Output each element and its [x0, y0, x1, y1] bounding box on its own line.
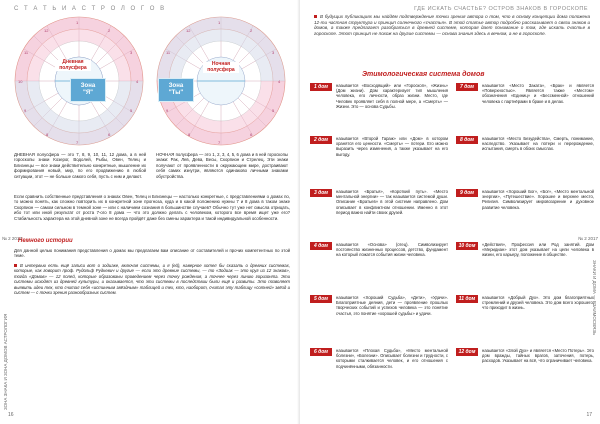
house-number-badge: 7 дом: [456, 83, 478, 91]
house-number-badge: 2 дом: [310, 136, 332, 144]
svg-text:1: 1: [218, 20, 221, 25]
day-hemisphere-label: Дневная полусфера: [55, 60, 91, 71]
house-row: [310, 136, 448, 187]
house-number-badge: 4 дом: [310, 242, 332, 250]
house-row: [456, 136, 594, 187]
house-description: «Действия», Профессия или Род занятий. Дом «Меридиан» этот дом указывает на цели человека в жизни, его карьеру, положение в обществе.: [482, 242, 594, 258]
svg-text:7: 7: [218, 140, 221, 145]
svg-text:11: 11: [166, 50, 171, 55]
svg-text:10: 10: [18, 79, 23, 84]
left-issue-mark: № 2 2017: [2, 236, 22, 241]
svg-text:5: 5: [130, 108, 133, 113]
svg-text:4: 4: [278, 79, 281, 84]
house-description: называется «Злой Дух» и является «Место Потерь». Это дом вражды, тайных врагов, заточения, потерь, расходов. Указывает на всё, что ограничивает человека.: [482, 348, 594, 364]
svg-text:1: 1: [76, 20, 79, 25]
svg-text:2: 2: [108, 28, 111, 33]
left-vertical-band: ЗОНА ЗНАКА И ЗОНА ДОМОВ АСТРОЛОГИЯ: [3, 313, 8, 410]
svg-text:12: 12: [186, 28, 191, 33]
night-hemisphere-label: Ночная полусфера: [203, 62, 239, 73]
history-paragraph: Для данной целью понимания представления о домах мы предлагаем вам описание от составителей и прочих компетентных по этой теме.: [14, 248, 290, 259]
house-number-badge: 3 дом: [310, 189, 332, 197]
house-row: [310, 295, 448, 346]
svg-text:11: 11: [24, 50, 29, 55]
house-row: [456, 348, 594, 399]
svg-text:12: 12: [44, 28, 49, 33]
house-description: называется «Добрый Дух». Это дом благоприятных стремлений и друзей человека. Это дом всего хорошего, что приходит в жизнь.: [482, 295, 594, 311]
house-row: [310, 189, 448, 240]
svg-text:9: 9: [166, 108, 169, 113]
house-number-badge: 8 дом: [456, 136, 478, 144]
house-number-badge: 10 дом: [456, 242, 478, 250]
house-number-badge: 1 дом: [310, 83, 332, 91]
house-description: называется «Братья», «Короткий путь». «Место ментальной энергии» — так называется системой души. Описание «Братьев» в этой системе направлено. Дом описывает в конфликтном отношении. Именно в этот период важно найти своих друзей.: [336, 189, 448, 215]
left-running-header: С Т А Т Ь И А С Т Р О Л О Г О В: [14, 6, 167, 12]
right-vertical-band: ЗНАКИ И ДОМА — ВЗАИМОСВЯЗЬ: [592, 260, 597, 335]
house-description: называется «Место Заката», «Брак» и является «Поверхностью». Является также «Местом» обозначения «Единиц» и «Бессменной» отношений человека с партнёрами в браке и в делах.: [482, 83, 594, 104]
svg-text:7: 7: [76, 140, 79, 145]
left-page-number: 16: [8, 412, 14, 418]
svg-text:8: 8: [188, 132, 191, 137]
house-number-badge: 5 дом: [310, 295, 332, 303]
svg-text:8: 8: [46, 132, 49, 137]
svg-text:2: 2: [250, 28, 253, 33]
house-number-badge: 9 дом: [456, 189, 478, 197]
zone-ya-label: Зона "Я": [70, 78, 106, 102]
house-description: называется «Основа» (отец). Символизирует постоянство жизненных процессов, детство, фундамент на который ложатся события жизни человека.: [336, 242, 448, 258]
house-row: [456, 189, 594, 240]
zone-ty-label: Зона "Ты": [158, 78, 194, 102]
house-description: называется «Плохая Судьба», «Место ментальной болезни», «Болезни». Описывает болезни и трудности, с которыми сталкивается человек, и его отношения с подчинёнными, обязанности.: [336, 348, 448, 369]
right-running-header: ГДЕ ИСКАТЬ СЧАСТЬЕ? ОСТРОВ ЗНАКОВ В ГОРОСКОПЕ: [414, 6, 588, 12]
house-row: [456, 83, 594, 134]
svg-text:5: 5: [272, 108, 275, 113]
svg-text:4: 4: [136, 79, 139, 84]
house-number-badge: 12 дом: [456, 348, 478, 356]
svg-text:6: 6: [250, 132, 253, 137]
house-description: называется «Хороший Бог», «Бог», «Место ментальной энергии», «Путешествие». Хорошее и верхнее место, Религия. Символизирует мировоззрение и духовное развитие человека.: [482, 189, 594, 210]
svg-text:3: 3: [272, 50, 275, 55]
section-title: Этимологическая система домов: [362, 71, 485, 78]
house-description: называется «Восходящий» или «Гороскоп», «Жизнь» (Дом жизни). Дом характеризует тип мышления человека, его личности, образ жизни. Место, где Человек проявляет себя в полной мере, а «Смерть» — Жизни. Это — основа Судьбы.: [336, 83, 448, 109]
house-row: [310, 348, 448, 399]
history-subtitle: Немного истории: [18, 238, 73, 244]
night-hemisphere-paragraph: НОЧНАЯ полусфера — это 1, 2, 3, 4, 5, 6 дома и в ней гороскопы знаки: Рак, Лев, Дева, Весы, Скорпион и Стрелец. Эти знаки получают от проявленности в окружающем мире, достраивают себя самих изнутри, являются одинаково личными знаками обустройства.: [156, 152, 288, 179]
right-page: [300, 0, 600, 424]
house-row: [310, 83, 448, 134]
houses-list: [310, 83, 594, 403]
day-hemisphere-paragraph: ДНЕВНАЯ полусфера — это 7, 8, 9, 10, 11, 12 дома, а в ней гороскопы знаки Козерог, Водолей, Рыбы, Овен, Телец и Близнецы — все знаки действительно конкретные, мышление их формирования новый, мир, по его продвижению в любой ситуации, этот — не больше самого себя, пусть с ним и делают.: [14, 152, 146, 179]
house-row: [310, 242, 448, 293]
house-description: называется «Место Безудейства», Смерть, понимание, наследство. Указывает на потери и перерождение, испытания, смерть в обоих смыслах.: [482, 136, 594, 152]
svg-text:3: 3: [130, 50, 133, 55]
house-number-badge: 11 дом: [456, 295, 478, 303]
right-issue-mark: № 2 2017: [578, 236, 598, 241]
intro-paragraph: В будущих публикациях мы найдём подтверждение точки зрения автора о том, что в основу концепции дома положена 12-ти частная структура и принцип солнечного «счастья». В этой статье автор подробно рассказывает о связи знаков и домов, а также предлагает разобраться в древней системе, которая дает понимание о том, где искать счастье в гороскопе. Этот принцип не похож на другие системы — основа знания здесь в вечном, а не в гороскопе.: [314, 14, 590, 36]
svg-text:6: 6: [108, 132, 111, 137]
bullet-marker-icon: [14, 264, 17, 267]
main-paragraph: Если сравнить собственные представления о знаках Овен, Телец и Близнецы — настолько конкретные, с представлениями о домах по, то можно понять, как сложно повторить их в конкретной зоне прогноза, куда и в какой положению нужны 7 и 8 дома в таком знаке Скорпион — самом сильном в темной зоне — или с наличием сознания в большинстве случаев? Обычно тут уже нет смысла отрицать, ибо тот или иной результат от роста 7-ого 8 дома — что это должно делать с человеком, которого все время ищет уже его? Стабильность характера на этой дневной зоне не всегда пройдёт даже без смены характера и такой индивидуальной особенности.: [14, 194, 290, 221]
history-bullet: В интервью есть ещё записи вот о зодиаке, включая системы, и я (ей), наверное хотел бы сказать о древних системах, которые, как говорит проф. Рудольф Рудкевич и другие — если это древние системы, — то «Зодиак — это круг из 12 знаков», тогда «Домов» — 12 полей, которые образованы проведением через точку рождения, а точнее через линию горизонта. Эти системы исходят из древней культуры, и оказывается, что эти системы в последствии были ещё и развиты. Это позволяет выявить идеи тех, кто считал себя «истинным звёздным» таблицей и тех, кто, наоборот, считал эту таблицу «сотней» звёзд и систем — с точки зрения разнообразных систем.: [14, 263, 290, 296]
right-page-number: 17: [586, 412, 592, 418]
house-row: [456, 242, 594, 293]
house-number-badge: 6 дом: [310, 348, 332, 356]
house-row: [456, 295, 594, 346]
house-description: называется «Второй Гараж» или «Дом» в котором хранятся его ценности. «Смерть» — потери. Его можно выразить через изменения, а также указывает на его выгоду.: [336, 136, 448, 157]
svg-text:9: 9: [24, 108, 27, 113]
intro-marker-icon: [314, 15, 317, 18]
house-description: называется «Хороший Судьба», «Дети», «Удачи». Благоприятные деяния, дети — проявление прошлых творческих событий и успехов человека — это понятие счастья, это понятие «хорошей судьбы» и удачи.: [336, 295, 448, 316]
